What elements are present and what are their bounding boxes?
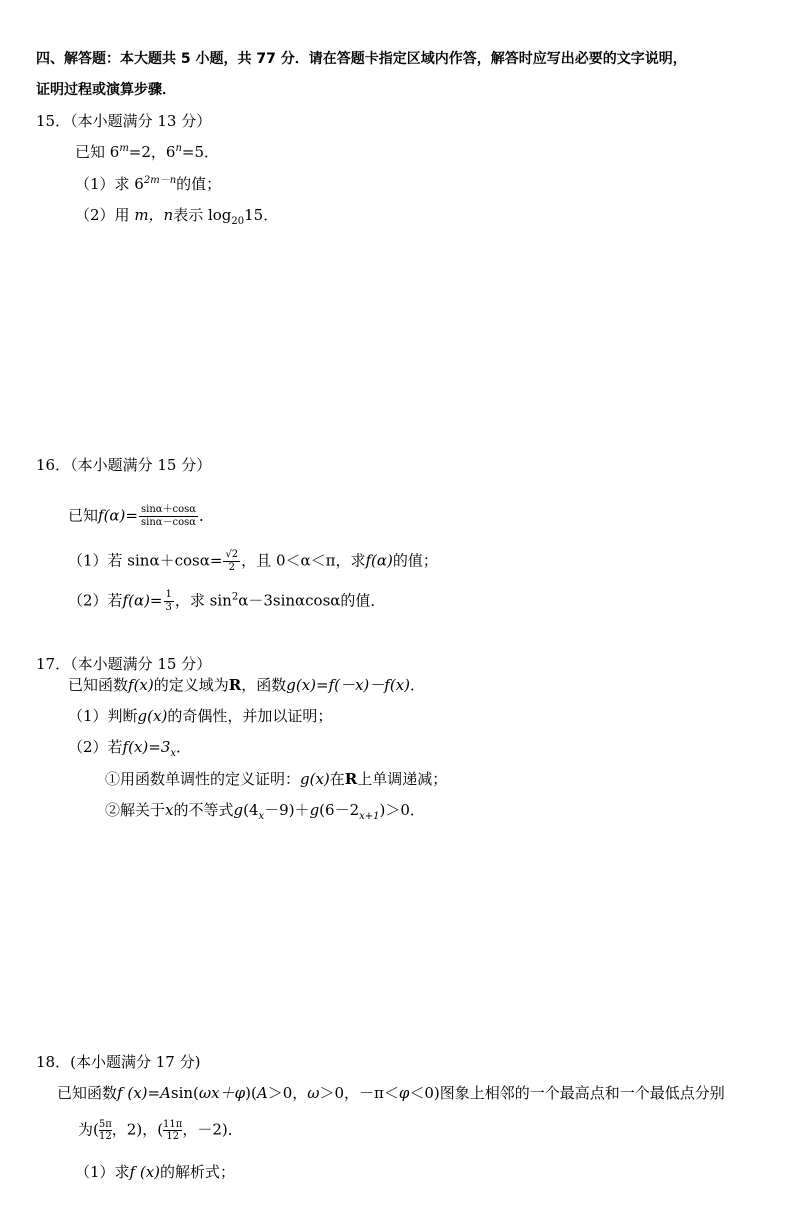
q16-p1-frac-den: 2	[228, 562, 235, 573]
q17-p1-end: 的奇偶性，并加以证明；	[167, 707, 333, 725]
q18-given-mid3: ＞0，－π＜	[319, 1084, 399, 1102]
q17-s2-arg2: (6－2	[319, 801, 360, 819]
q18-p1-end: 的解析式；	[160, 1163, 236, 1181]
q16-p2-text: （2）若	[68, 591, 123, 610]
q17-p2-f: f(x)=3	[122, 738, 171, 756]
q16-p2-frac-den: 3	[165, 602, 172, 613]
q17-s1-mid: 在	[329, 770, 345, 788]
q16-part2	[68, 589, 385, 614]
q17-s1-end: 上单调递减；	[357, 770, 448, 788]
q16-given-f: f(α)=	[98, 506, 138, 525]
q17-s2-end: )＞0．	[379, 801, 425, 819]
q16-p1-fraction	[223, 549, 240, 574]
q18-point2-fraction	[163, 1119, 182, 1142]
q18-given-text: 已知函数	[57, 1084, 118, 1102]
q18-score: (本小题满分 17 分)	[70, 1053, 201, 1071]
q17-s2-arg1: (4	[243, 801, 259, 819]
q16-p2-fraction	[164, 589, 174, 614]
q18-given-sin: sin(	[170, 1084, 199, 1102]
q17-p2-exp: x	[170, 748, 177, 759]
q18-given-mid: )(	[245, 1084, 257, 1102]
q15-given-text: 已知 6	[75, 143, 120, 161]
q18-pt1-num: 5π	[98, 1119, 112, 1130]
q18-point1-fraction	[99, 1119, 112, 1142]
q18-given-mid2: ＞0，	[267, 1084, 308, 1102]
q18-p1-text: （1）求	[75, 1163, 130, 1181]
q18-points-mid: ，2)，(	[111, 1120, 164, 1139]
q16-given	[68, 504, 214, 529]
q15-score: （本小题满分 13 分）	[70, 112, 212, 130]
q17-given-g: g(x)=f(－x)－f(x)	[286, 676, 410, 694]
q18-pt2-den: 12	[166, 1131, 180, 1142]
q18-points-start: 为(	[78, 1120, 99, 1139]
q15-p1-end: 的值；	[176, 175, 222, 193]
q16-p2-mid: ，求 sin	[174, 591, 232, 610]
q15-p1-exp: 2m－n	[143, 175, 177, 186]
q17-p2-text: （2）若	[68, 738, 123, 756]
q15-exp-n: n	[175, 143, 182, 154]
q17-sub1	[105, 770, 447, 790]
q17-s2-text: ②解关于	[105, 801, 166, 819]
q16-p1-mid: ，且 0＜α＜π，求	[241, 551, 366, 570]
q17-given	[68, 676, 425, 696]
q18-points-end: ，－2)．	[182, 1120, 243, 1139]
q17-s2-exp2: x+1	[359, 811, 380, 822]
q17-s1-g: g(x)	[300, 770, 330, 788]
q16-heading	[36, 456, 211, 476]
q15-p2-end: 15．	[244, 206, 279, 224]
q17-given-mid2: ，函数	[241, 676, 287, 694]
q15-part2	[75, 206, 278, 226]
q15-number: 15．	[36, 112, 71, 130]
q18-p1-f: f (x)	[129, 1163, 161, 1181]
q15-p2-vars: m，n	[134, 206, 174, 224]
q17-score: （本小题满分 15 分）	[70, 655, 212, 673]
q16-p2-sup: 2	[231, 591, 239, 603]
q17-given-end: ．	[410, 676, 426, 694]
q18-given-arg: ωx＋φ	[198, 1084, 246, 1102]
q18-given-phi: φ	[398, 1084, 410, 1102]
q18-pt1-den: 12	[98, 1131, 112, 1142]
q18-given	[57, 1084, 725, 1104]
q16-number: 16．	[36, 456, 71, 474]
q17-given-mid: 的定义域为	[153, 676, 229, 694]
q17-s2-mid2: －9)＋	[264, 801, 310, 819]
q16-given-text: 已知	[68, 506, 99, 525]
q16-p2-f: f(α)=	[122, 591, 163, 610]
q18-given-omega: ω	[307, 1084, 320, 1102]
q17-s1-R: R	[344, 770, 358, 788]
q15-p2-log-base: 20	[231, 216, 245, 227]
q16-frac-denominator: sinα－cosα	[140, 517, 197, 528]
q17-s1-text: ①用函数单调性的定义证明：	[105, 770, 301, 788]
q17-heading	[36, 655, 211, 675]
q16-p2-end: α－3sinαcosα的值．	[238, 591, 386, 610]
q15-part1	[75, 175, 221, 195]
q15-given-mid: =2，6	[128, 143, 176, 161]
q18-points	[78, 1119, 243, 1142]
q17-given-R: R	[228, 676, 242, 694]
q17-s2-mid: 的不等式	[173, 801, 234, 819]
q16-p1-end: 的值；	[392, 551, 438, 570]
section-header-line2: 证明过程或演算步骤．	[36, 82, 176, 98]
q18-given-A: A	[256, 1084, 268, 1102]
q17-number: 17．	[36, 655, 71, 673]
q17-sub2	[105, 801, 425, 821]
q16-p1-frac-num: √2	[225, 549, 239, 560]
q16-part1	[68, 549, 438, 574]
q18-given-f: f (x)=A	[117, 1084, 171, 1102]
section-header-line1: 四、解答题：本大题共 5 小题，共 77 分．请在答题卡指定区域内作答，解答时应写出必要的文字说明，	[36, 51, 687, 67]
q17-p1-g: g(x)	[137, 707, 168, 725]
q15-p2-text: （2）用	[75, 206, 135, 224]
q15-heading	[36, 112, 211, 132]
q18-number: 18．	[36, 1053, 71, 1071]
q15-given-end: =5．	[181, 143, 220, 161]
q18-pt2-num: 11π	[163, 1119, 183, 1130]
q16-p2-frac-num: 1	[165, 589, 172, 600]
q15-p2-log: 表示 log	[173, 206, 232, 224]
q16-given-fraction	[139, 504, 198, 529]
q16-score: （本小题满分 15 分）	[70, 456, 212, 474]
q18-part1	[75, 1163, 235, 1183]
q17-s2-exp1: x	[258, 811, 265, 822]
q17-s2-g2: g	[309, 801, 320, 819]
q15-given	[75, 143, 219, 163]
q17-p2-end: ．	[176, 738, 192, 756]
q18-heading	[36, 1053, 200, 1073]
q16-p1-f: f(α)	[365, 551, 393, 570]
q17-p1-text: （1）判断	[68, 707, 138, 725]
q16-given-end: ．	[199, 506, 215, 525]
q18-given-end: ＜0)图象上相邻的一个最高点和一个最低点分别	[409, 1084, 725, 1102]
q16-frac-numerator: sinα＋cosα	[140, 504, 197, 515]
q17-part1	[68, 707, 332, 727]
q17-given-f: f(x)	[128, 676, 154, 694]
q17-given-text: 已知函数	[68, 676, 129, 694]
q15-p1-text: （1）求 6	[75, 175, 144, 193]
q17-s2-x: x	[165, 801, 174, 819]
q15-exp-m: m	[119, 143, 129, 154]
q16-p1-text: （1）若 sinα＋cosα=	[68, 551, 223, 570]
q17-s2-g1: g	[233, 801, 244, 819]
q17-part2	[68, 738, 191, 758]
